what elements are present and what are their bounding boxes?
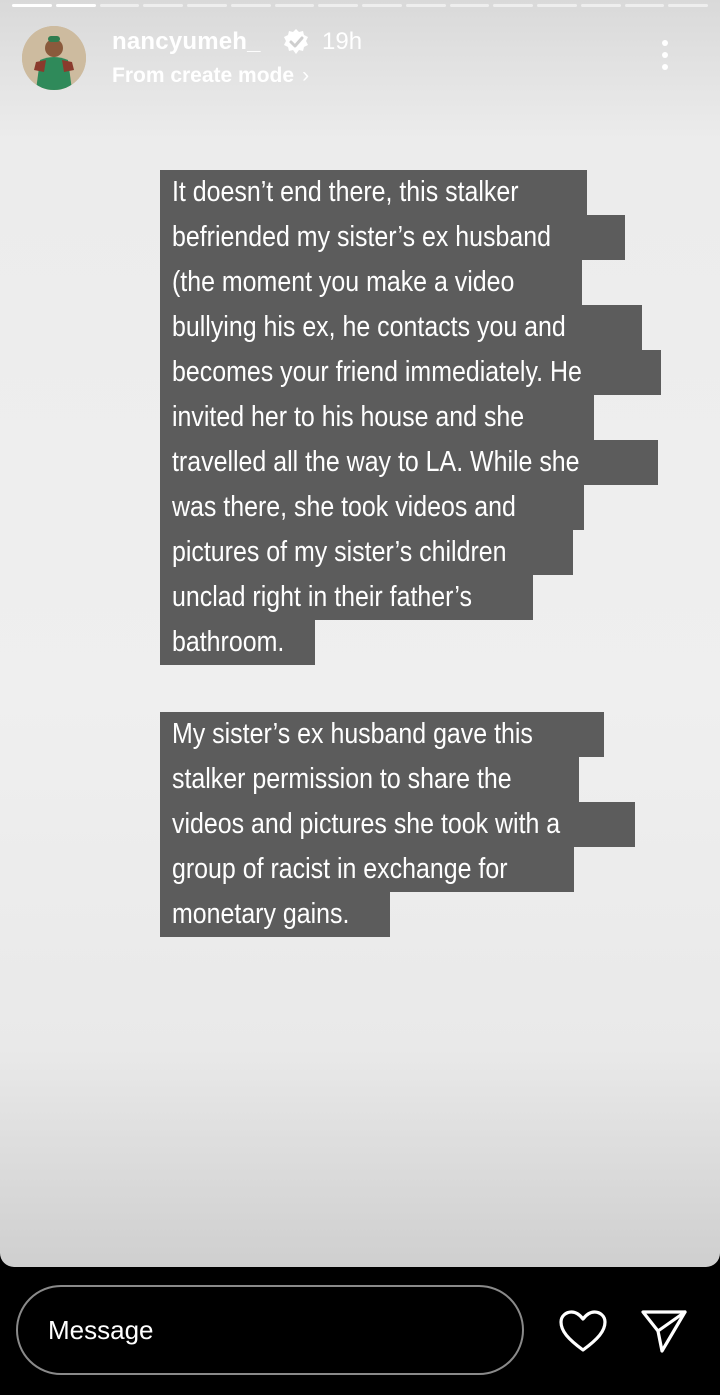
story-text-line: pictures of my sister’s children (160, 530, 573, 575)
post-time: 19h (322, 28, 363, 55)
story-text-line: (the moment you make a video (160, 260, 582, 305)
create-mode-link[interactable] (112, 64, 309, 88)
progress-segment (668, 4, 708, 7)
progress-segment (450, 4, 490, 7)
message-placeholder: Message (48, 1315, 154, 1345)
story-text-line: unclad right in their father’s (160, 575, 533, 620)
story-text-block-2 (160, 712, 635, 937)
reply-bar (0, 1267, 720, 1395)
story-text-line: group of racist in exchange for (160, 847, 574, 892)
story-text-line: My sister’s ex husband gave this (160, 712, 604, 757)
story-text-line: becomes your friend immediately. He (160, 350, 661, 395)
story-text-line: It doesn’t end there, this stalker (160, 170, 587, 215)
send-icon[interactable] (640, 1307, 688, 1355)
progress-segment (406, 4, 446, 7)
message-input[interactable] (16, 1285, 524, 1375)
progress-segment (537, 4, 577, 7)
progress-segment (318, 4, 358, 7)
progress-segment (100, 4, 140, 7)
heart-icon[interactable] (558, 1309, 608, 1353)
story-header (22, 22, 700, 92)
progress-segment (56, 4, 96, 7)
chevron-right-icon: › (302, 64, 310, 87)
story-text-line: invited her to his house and she (160, 395, 594, 440)
progress-segment (231, 4, 271, 7)
progress-segment (493, 4, 533, 7)
story-text-line: stalker permission to share the (160, 757, 579, 802)
story-text-line: monetary gains. (160, 892, 390, 937)
username[interactable]: nancyumeh_ (112, 28, 261, 55)
story-text-line: bullying his ex, he contacts you and (160, 305, 642, 350)
progress-segment (581, 4, 621, 7)
story-text-line: bathroom. (160, 620, 315, 665)
progress-segment (187, 4, 227, 7)
story-text-line: was there, she took videos and (160, 485, 584, 530)
avatar[interactable] (22, 26, 86, 90)
progress-segment (12, 4, 52, 7)
progress-segment (625, 4, 665, 7)
story-text-line: videos and pictures she took with a (160, 802, 635, 847)
story-text-line: befriended my sister’s ex husband (160, 215, 625, 260)
story-progress-bar (12, 4, 708, 7)
progress-segment (143, 4, 183, 7)
create-mode-label: From create mode (112, 64, 295, 87)
verified-badge-icon (282, 28, 310, 56)
progress-segment (275, 4, 315, 7)
story-text-line: travelled all the way to LA. While she (160, 440, 658, 485)
story-text-block-1 (160, 170, 661, 665)
more-options-icon[interactable] (660, 40, 670, 74)
progress-segment (362, 4, 402, 7)
